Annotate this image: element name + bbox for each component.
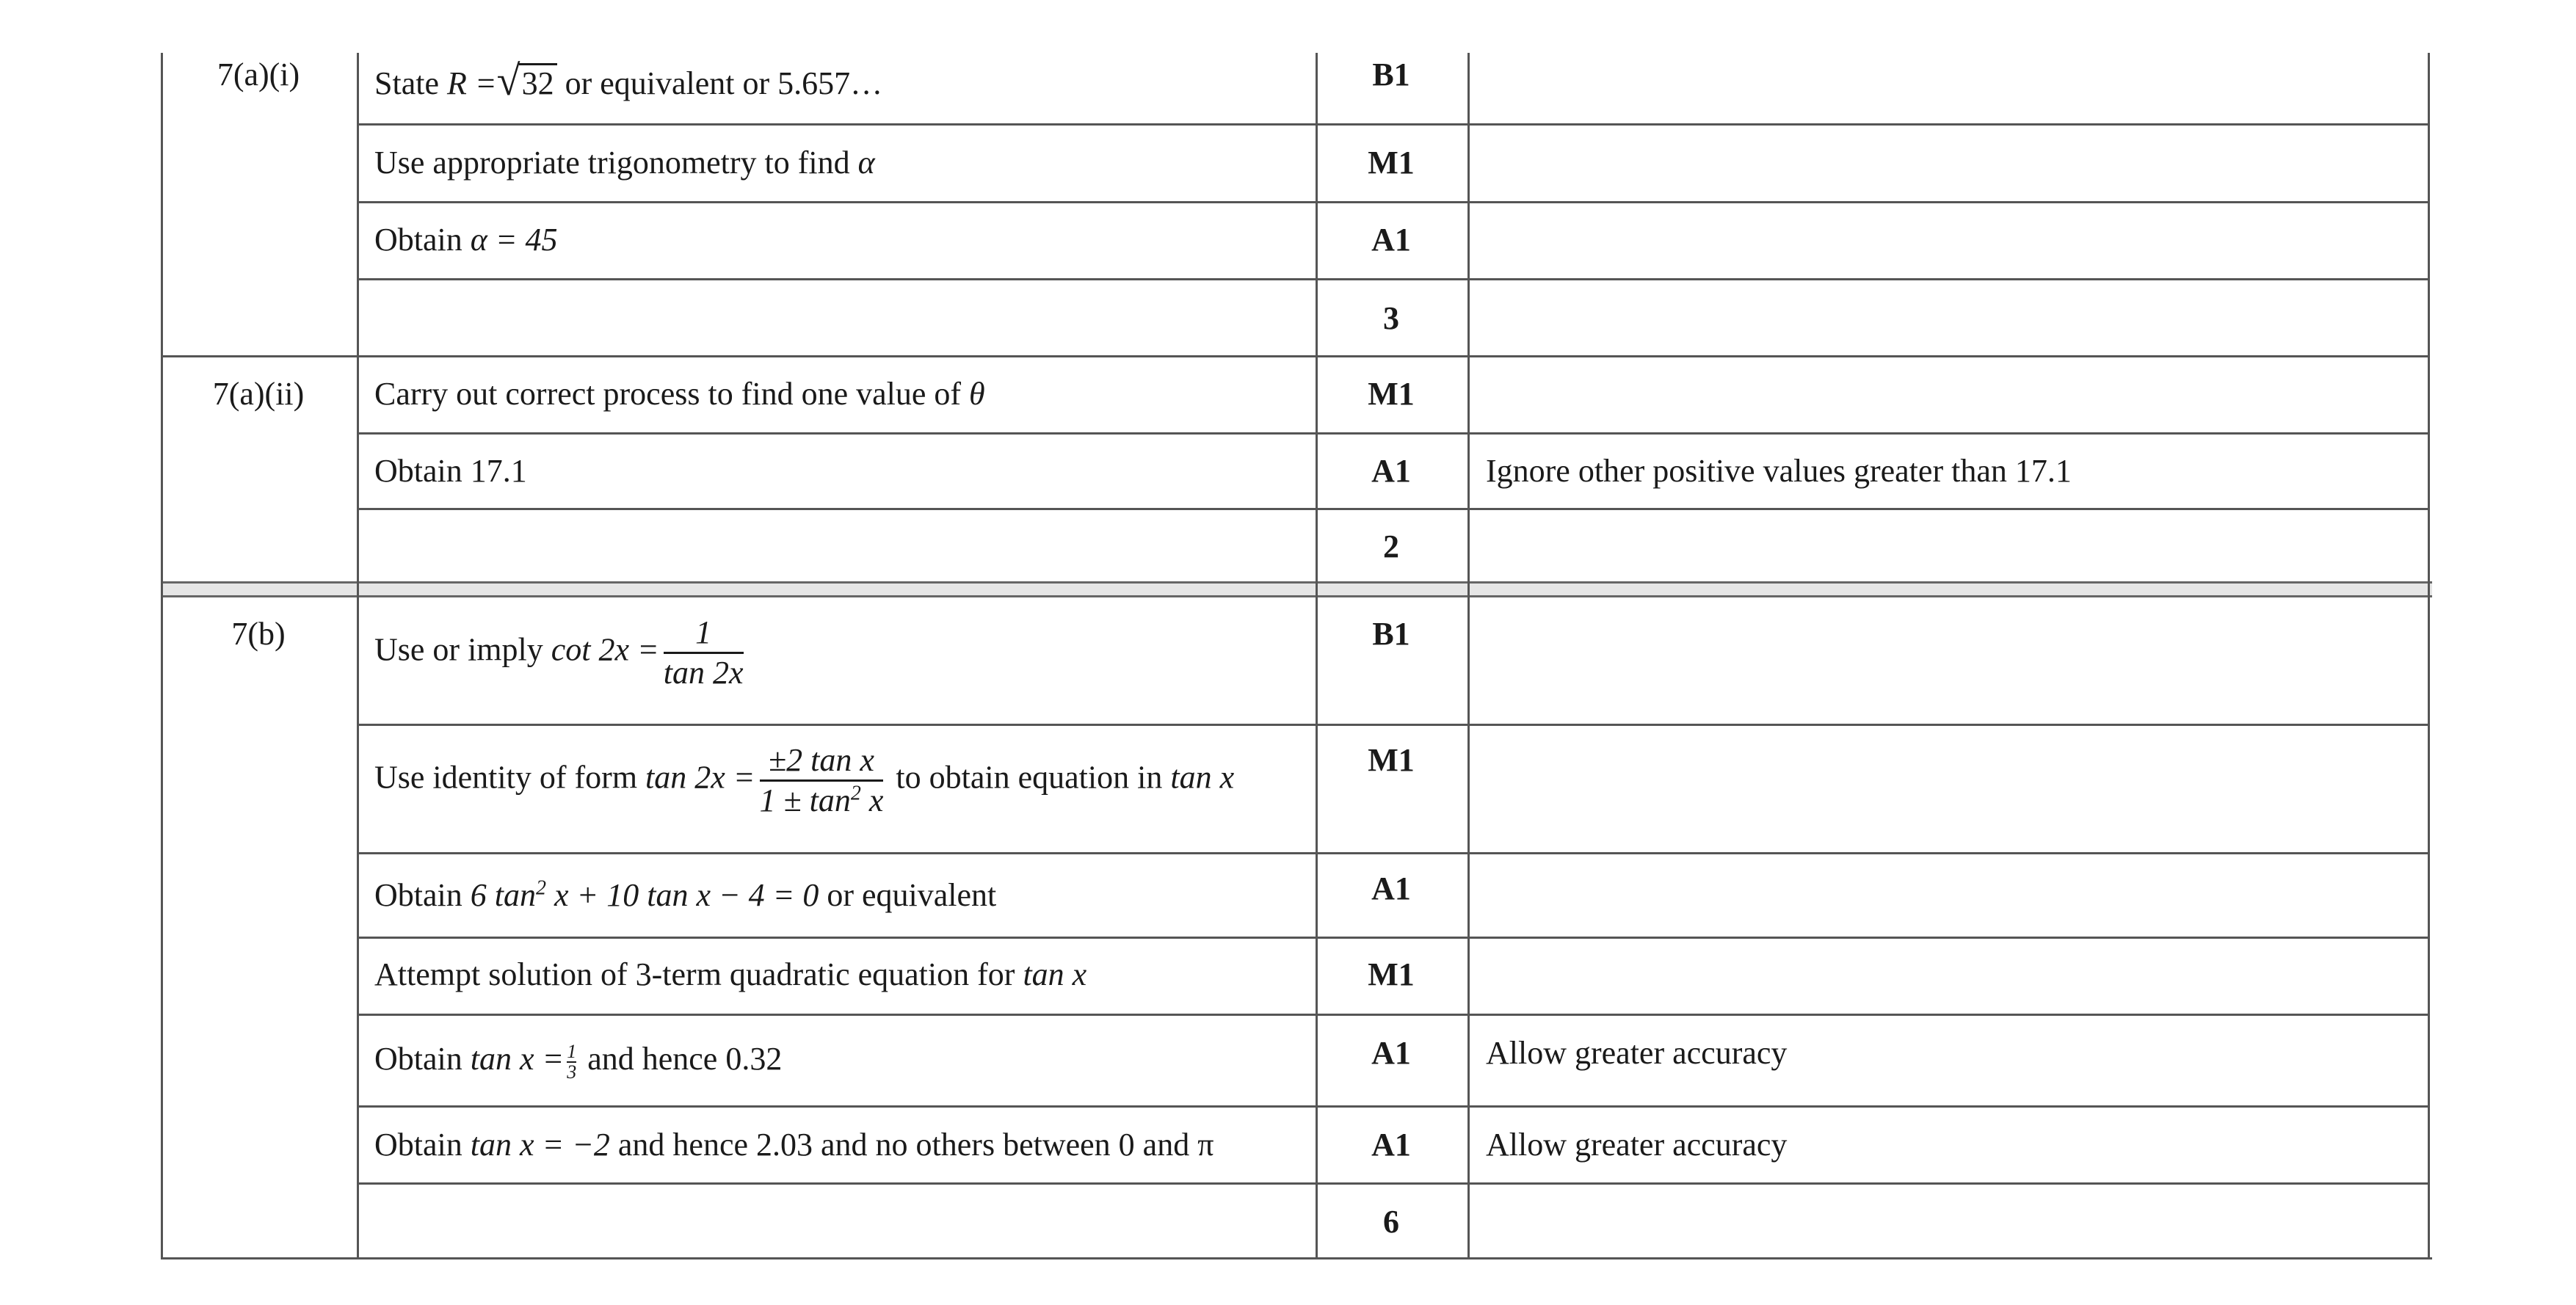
answer-cell: Obtain tan x = −2 and hence 2.03 and no others between 0 and π: [374, 1127, 1214, 1163]
row-divider: [358, 432, 2430, 435]
row-divider: [358, 123, 2430, 126]
fraction: $\frac{\text{±2 tan x}}{1 \pm \tan^2 x}$: [759, 742, 884, 818]
column-divider: [2428, 53, 2430, 1259]
mark-code: M1: [1368, 742, 1415, 778]
question-number: 7(a)(i): [217, 57, 300, 92]
mark-code: A1: [1371, 1035, 1411, 1071]
row-divider: [358, 724, 2430, 726]
mark-total: 3: [1383, 300, 1399, 336]
guidance-cell: Ignore other positive values greater than 17.1: [1486, 453, 2072, 489]
row-divider: [161, 355, 2430, 357]
guidance-cell: Allow greater accuracy: [1486, 1127, 1788, 1163]
mark-code: B1: [1372, 57, 1410, 92]
mark-code: M1: [1368, 145, 1415, 181]
mark-code: M1: [1368, 956, 1415, 992]
mark-code: B1: [1372, 616, 1410, 652]
answer-cell: State R = √ 32 or equivalent or 5.657…: [374, 57, 883, 104]
row-divider: [358, 937, 2430, 939]
row-divider: [358, 1182, 2430, 1185]
answer-cell: Use or imply cot 2x = $\frac{1}{\tan 2x}$: [374, 614, 744, 691]
row-divider: [358, 508, 2430, 510]
row-divider: [358, 278, 2430, 280]
answer-cell: Carry out correct process to find one value of θ: [374, 376, 985, 412]
mark-code: A1: [1371, 1127, 1411, 1163]
mark-code: M1: [1368, 376, 1415, 412]
answer-cell: Use identity of form tan 2x = $\frac{\text{±2 tan x}}{1 \pm \tan^2 x}$ to obtain equation in tan x: [374, 742, 1235, 818]
row-divider: [358, 852, 2430, 854]
answer-cell: Attempt solution of 3-term quadratic equation for tan x: [374, 956, 1087, 992]
column-divider: [1467, 53, 1470, 1259]
mark-total: 6: [1383, 1204, 1399, 1240]
section-separator: [161, 581, 2432, 597]
table-bottom-border: [161, 1257, 2432, 1259]
mark-code: A1: [1371, 222, 1411, 258]
answer-cell: Obtain α = 45: [374, 222, 558, 258]
mark-total: 2: [1383, 528, 1399, 564]
answer-cell: Use appropriate trigonometry to find α: [374, 145, 875, 181]
fraction: $\frac{1}{3}$: [567, 1040, 577, 1083]
mark-code: A1: [1371, 453, 1411, 489]
question-number: 7(b): [231, 616, 286, 652]
guidance-cell: Allow greater accuracy: [1486, 1035, 1788, 1071]
row-divider: [358, 1105, 2430, 1108]
row-divider: [358, 1014, 2430, 1016]
question-number: 7(a)(ii): [212, 376, 305, 412]
fraction: $\frac{1}{\tan 2x}$: [663, 614, 744, 691]
answer-cell: Obtain 6 $\tan^2 x + 10$ tan x − 4 = 0 or equivalent: [374, 876, 997, 913]
column-divider: [357, 53, 359, 1259]
row-divider: [358, 201, 2430, 203]
square-root: √ 32: [497, 62, 557, 106]
answer-cell: Obtain 17.1: [374, 453, 527, 489]
answer-cell: Obtain tan x = $\frac{1}{3}$ and hence 0.32: [374, 1040, 783, 1083]
column-divider: [161, 53, 163, 1259]
mark-code: A1: [1371, 870, 1411, 906]
